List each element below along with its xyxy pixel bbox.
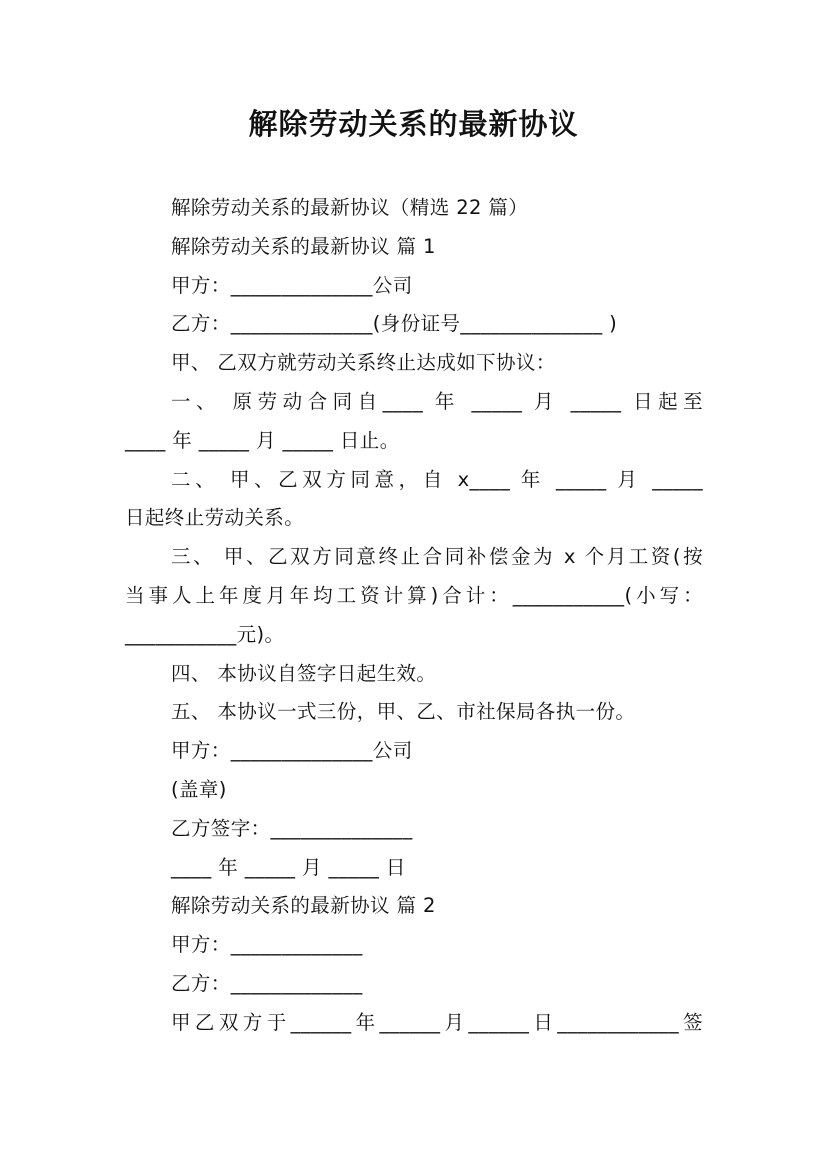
clause-5: 五、 本协议一式三份，甲、乙、市社保局各执一份。 xyxy=(171,700,636,724)
section-heading-1: 解除劳动关系的最新协议 篇 1 xyxy=(171,234,436,258)
clause-2-line-1: 二、 甲、乙双方同意，自 x____ 年 _____ 月 _____ xyxy=(171,467,703,491)
clause-3-line-3: ___________元)。 xyxy=(125,622,285,646)
clause-2-line-2: 日起终止劳动关系。 xyxy=(125,506,305,530)
party-a-line-2: 甲方：_____________ xyxy=(171,933,363,957)
clause-3-line-1: 三、 甲、乙双方同意终止合同补偿金为 x 个月工资(按 xyxy=(171,545,703,569)
clause-4: 四、 本协议自签字日起生效。 xyxy=(171,661,437,685)
clause-1-line-1: 一、 原劳动合同自____ 年 _____ 月 _____ 日起至 xyxy=(171,389,703,413)
document-title: 解除劳动关系的最新协议 xyxy=(248,107,579,141)
subtitle-line: 解除劳动关系的最新协议（精选 22 篇） xyxy=(171,196,529,219)
clause-1-line-2: ____ 年 _____ 月 _____ 日止。 xyxy=(125,428,400,452)
agreement-intro: 甲、 乙双方就劳动关系终止达成如下协议： xyxy=(171,351,556,375)
clause-3-line-2: 当事人上年度月年均工资计算)合计：___________(小写： xyxy=(125,583,703,607)
section-heading-2: 解除劳动关系的最新协议 篇 2 xyxy=(171,894,436,918)
document-body xyxy=(125,189,703,1043)
seal-label: (盖章) xyxy=(171,777,227,801)
signature-party-a: 甲方：______________公司 xyxy=(171,739,413,763)
party-b-line-2: 乙方：_____________ xyxy=(171,971,363,995)
signature-date: ____ 年 _____ 月 _____ 日 xyxy=(171,855,406,879)
party-b-line: 乙方：______________(身份证号______________ ) xyxy=(171,312,618,336)
agreement-date-line: 甲乙双方于______年______月______日____________签 xyxy=(171,1010,703,1034)
signature-party-b: 乙方签字：______________ xyxy=(171,816,413,840)
party-a-line: 甲方：______________公司 xyxy=(171,273,413,297)
